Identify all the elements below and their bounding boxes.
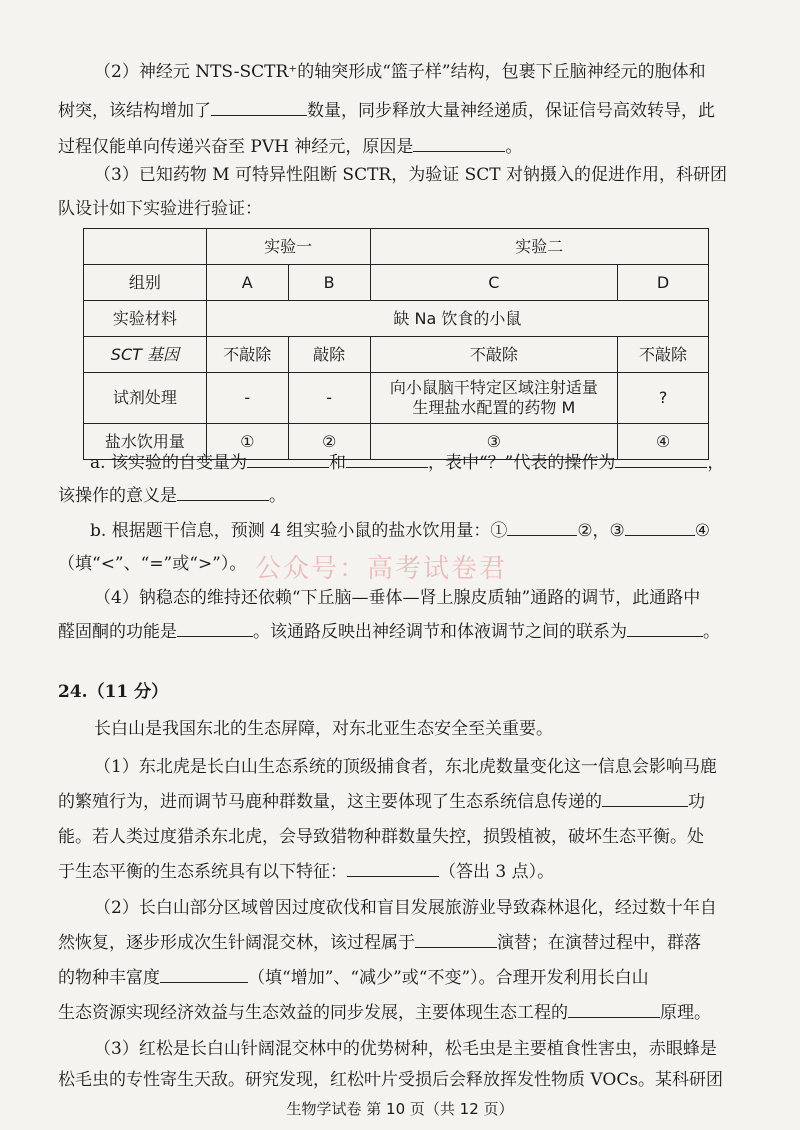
answer-blank[interactable] xyxy=(160,964,248,983)
q24-p2-line3: 的物种丰富度 （填“增加”、“减少”或“不变”）。合理开发利用长白山 xyxy=(58,963,649,993)
answer-blank[interactable] xyxy=(346,449,428,468)
q24-intro: 长白山是我国东北的生态屏障，对东北亚生态安全至关重要。 xyxy=(94,719,553,739)
table-cell: D xyxy=(618,265,709,301)
table-cell: 向小鼠脑干特定区域注射适量生理盐水配置的药物 M xyxy=(370,373,618,424)
answer-blank[interactable] xyxy=(625,517,695,536)
table-row-label-group: 组别 xyxy=(84,265,207,301)
table-cell: 敲除 xyxy=(288,337,370,373)
answer-blank[interactable] xyxy=(507,517,577,536)
table-cell: - xyxy=(288,373,370,424)
q24-p2-line4: 生态资源实现经济效益与生态效益的同步发展，主要体现生态工程的 原理。 xyxy=(58,998,711,1028)
q24-p1-line2: 的繁殖行为，进而调节马鹿种群数量，这主要体现了生态系统信息传递的 功 xyxy=(58,787,705,817)
table-cell: ① xyxy=(206,424,288,460)
q23-p2-line3: 过程仅能单向传递兴奋至 PVH 神经元，原因是 。 xyxy=(58,132,522,162)
q24-p3-line1: （3）红松是长白山针阔混交林中的优势树种，松毛虫是主要植食性害虫，赤眼蜂是 xyxy=(94,1039,717,1059)
answer-blank[interactable] xyxy=(177,618,253,637)
q24-p1-line1: （1）东北虎是长白山生态系统的顶级捕食者，东北虎数量变化这一信息会影响马鹿 xyxy=(94,757,717,777)
q23-p4-line1: （4）钠稳态的维持还依赖“下丘脑—垂体—肾上腺皮质轴”通路的调节，此通路中 xyxy=(94,588,701,608)
table-row-label-material: 实验材料 xyxy=(84,301,207,337)
table-cell: 缺 Na 饮食的小鼠 xyxy=(206,301,708,337)
table-cell: ③ xyxy=(370,424,618,460)
table-cell: A xyxy=(206,265,288,301)
watermark-text: 公众号：高考试卷君 xyxy=(255,554,508,584)
q23-p3-line1: （3）已知药物 M 可特异性阻断 SCTR，为验证 SCT 对钠摄入的促进作用，科研团 xyxy=(94,165,728,185)
table-row-label-salt: 盐水饮用量 xyxy=(84,424,207,460)
answer-blank[interactable] xyxy=(615,449,707,468)
table-cell: ? xyxy=(618,373,709,424)
answer-blank[interactable] xyxy=(347,858,439,877)
q24-header: 24.（11 分） xyxy=(58,682,169,702)
q23-p3-line2: 队设计如下实验进行验证： xyxy=(58,199,262,219)
q23-a-line1: a. 该实验的自变量为 和 ，表中“？”代表的操作为 ， xyxy=(90,448,724,478)
table-cell: ④ xyxy=(618,424,709,460)
answer-blank[interactable] xyxy=(413,133,505,152)
table-corner-cell xyxy=(84,229,207,265)
answer-blank[interactable] xyxy=(247,449,329,468)
page-footer: 生物学试卷 第 10 页（共 12 页） xyxy=(286,1100,514,1118)
answer-blank[interactable] xyxy=(177,482,269,501)
answer-blank[interactable] xyxy=(602,788,688,807)
table-cell: B xyxy=(288,265,370,301)
q23-b-line1: b. 根据题干信息，预测 4 组实验小鼠的盐水饮用量：① ②，③ ④ xyxy=(90,516,710,546)
table-row-label-gene: SCT 基因 xyxy=(84,337,207,373)
table-cell: C xyxy=(370,265,618,301)
experiment-table xyxy=(83,228,709,460)
q23-p2-line1: （2）神经元 NTS-SCTR⁺的轴突形成“篮子样”结构，包裹下丘脑神经元的胞体和 xyxy=(94,62,706,82)
table-header-exp2: 实验二 xyxy=(370,229,708,265)
table-cell: 不敲除 xyxy=(618,337,709,373)
table-cell: 不敲除 xyxy=(206,337,288,373)
table-cell: - xyxy=(206,373,288,424)
q24-p2-line1: （2）长白山部分区域曾因过度砍伐和盲目发展旅游业导致森林退化，经过数十年自 xyxy=(94,898,717,918)
q23-p4-line2: 醛固酮的功能是 。该通路反映出神经调节和体液调节之间的联系为 。 xyxy=(58,617,720,647)
table-cell: 不敲除 xyxy=(370,337,618,373)
q24-p1-line3: 能。若人类过度猎杀东北虎，会导致猎物种群数量失控，损毁植被，破坏生态平衡。处 xyxy=(58,827,704,847)
q24-p1-line4: 于生态平衡的生态系统具有以下特征： （答出 3 点）。 xyxy=(58,857,554,887)
answer-blank[interactable] xyxy=(627,618,703,637)
answer-blank[interactable] xyxy=(211,97,307,116)
table-cell: ② xyxy=(288,424,370,460)
q23-a-line2: 该操作的意义是 。 xyxy=(58,481,286,511)
q23-b-line2: （填“<”、“=”或“>”）。 xyxy=(58,554,247,574)
answer-blank[interactable] xyxy=(568,999,660,1018)
q23-p2-line2: 树突，该结构增加了 数量，同步释放大量神经递质，保证信号高效转导，此 xyxy=(58,96,715,126)
answer-blank[interactable] xyxy=(415,929,497,948)
table-header-exp1: 实验一 xyxy=(206,229,370,265)
table-row-label-reagent: 试剂处理 xyxy=(84,373,207,424)
q24-p3-line2: 松毛虫的专性寄生天敌。研究发现，红松叶片受损后会释放挥发性物质 VOCs。某科研团 xyxy=(58,1070,724,1090)
q24-p2-line2: 然恢复，逐步形成次生针阔混交林，该过程属于 演替；在演替过程中，群落 xyxy=(58,928,701,958)
